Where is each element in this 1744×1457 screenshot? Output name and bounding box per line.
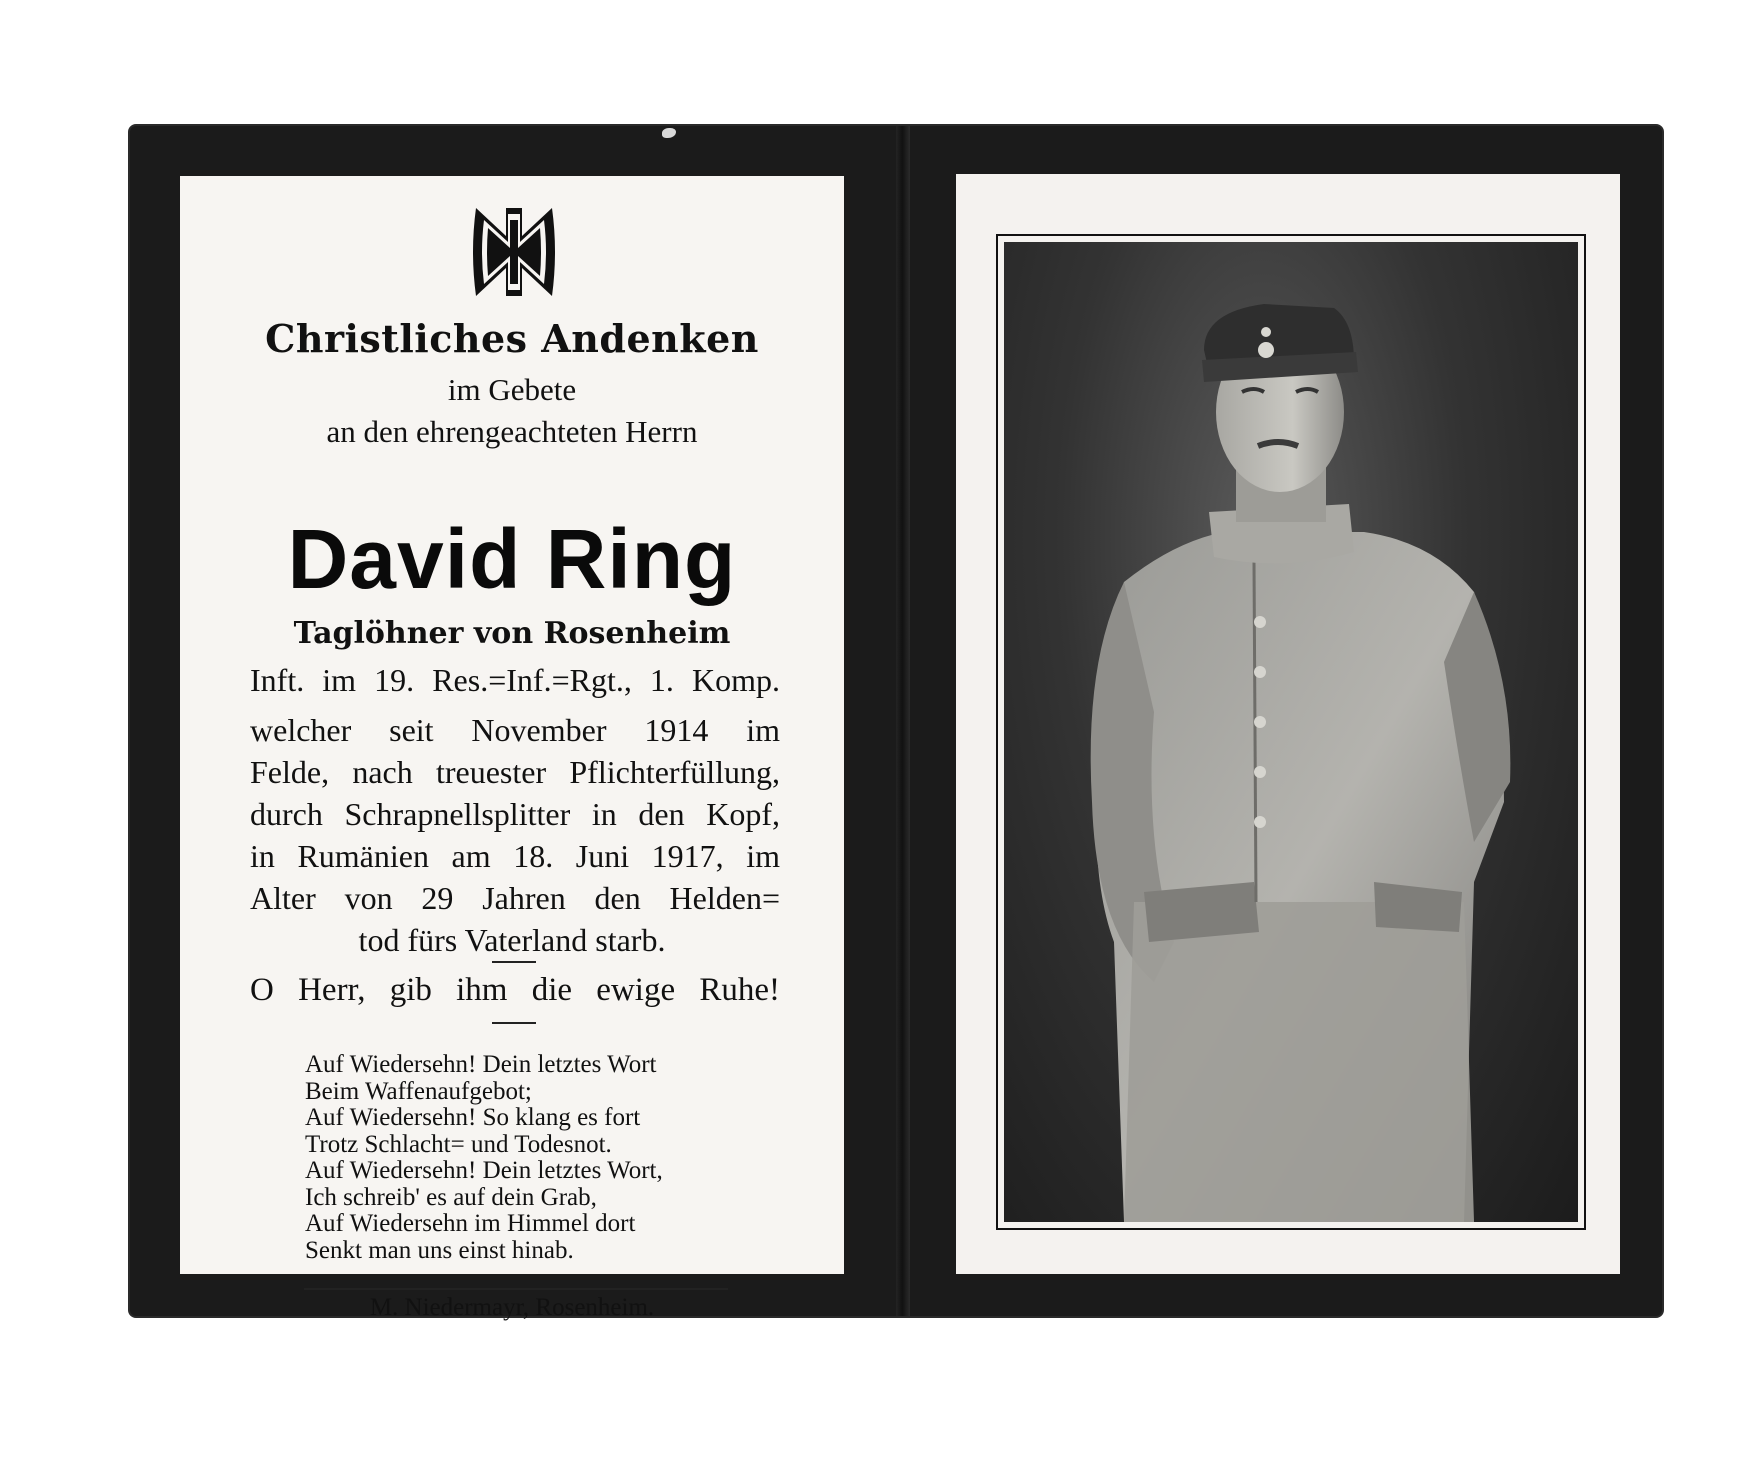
body-line-2: Felde, nach treuester Pflichterfüllung, (250, 754, 780, 790)
photo-panel (956, 174, 1620, 1274)
iron-cross-icon (462, 200, 566, 304)
soldier-portrait (1004, 242, 1578, 1222)
body-line-4: in Rumänien am 18. Juni 1917, im (250, 838, 780, 874)
poem (305, 1052, 735, 1264)
body-line-1: welcher seit November 1914 im (250, 712, 780, 748)
poem-line: Auf Wiedersehn! Dein letztes Wort (305, 1051, 657, 1078)
subheading-line-2: an den ehrengeachteten Herrn (326, 414, 698, 449)
subheading-line-1: im Gebete (447, 372, 577, 407)
poem-line: Auf Wiedersehn im Himmel dort (305, 1210, 636, 1237)
occupation: Taglöhner von Rosenheim (293, 616, 731, 651)
card-edge-damage (662, 128, 676, 138)
divider-1 (492, 961, 536, 963)
deceased-name: David Ring (287, 512, 737, 606)
poem-line: Auf Wiedersehn! So klang es fort (305, 1104, 641, 1131)
poem-line: Ich schreib' es auf dein Grab, (305, 1183, 597, 1211)
mourning-card (130, 126, 1662, 1321)
poem-line: Senkt man uns einst hinab. (305, 1236, 574, 1264)
printer-credit: M. Niedermayr, Rosenheim. (369, 1294, 655, 1321)
portrait-illustration (1004, 242, 1578, 1222)
military-unit: Inft. im 19. Res.=Inf.=Rgt., 1. Komp. (250, 662, 780, 698)
photo-frame (996, 234, 1586, 1230)
poem-line: Beim Waffenaufgebot; (305, 1077, 532, 1105)
body-line-3: durch Schrapnellsplitter in den Kopf, (250, 796, 780, 832)
prayer: O Herr, gib ihm die ewige Ruhe! (250, 972, 780, 1008)
body-line-5: Alter von 29 Jahren den Helden= (250, 880, 780, 916)
divider-2 (492, 1022, 536, 1024)
printer-divider (304, 1288, 728, 1290)
body-line-6: tod fürs Vaterland starb. (358, 922, 666, 958)
text-panel (180, 176, 844, 1321)
poem-line: Auf Wiedersehn! Dein letztes Wort, (305, 1157, 663, 1184)
poem-line: Trotz Schlacht= und Todesnot. (305, 1130, 612, 1158)
heading: Christliches Andenken (265, 316, 759, 361)
card-fold (896, 126, 910, 1316)
